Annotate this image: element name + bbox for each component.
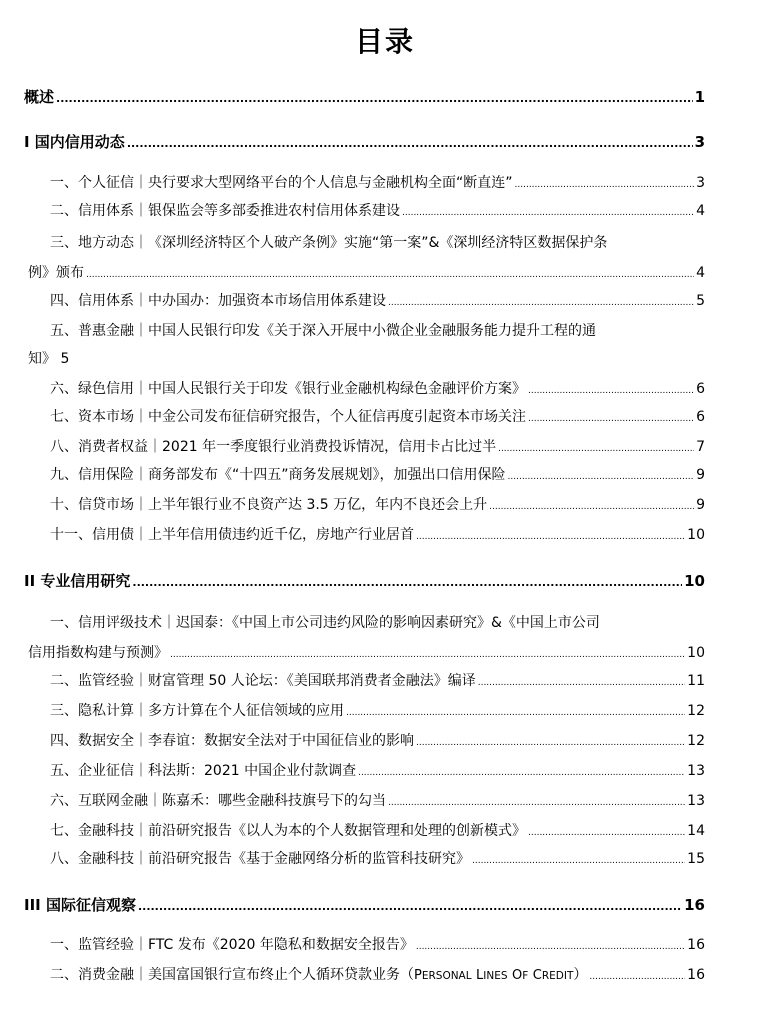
- toc-entry-label: 一、信用评级技术｜迟国泰：《中国上市公司违约风险的影响因素研究》&《中国上市公司: [50, 615, 600, 631]
- toc-page-number: 13: [687, 793, 705, 809]
- dot-leader: [498, 439, 694, 455]
- toc-entry-label: 一、个人征信｜央行要求大型网络平台的个人信息与金融机构全面“断直连”: [50, 175, 513, 191]
- toc-entry[interactable]: [50, 964, 705, 984]
- toc-entry[interactable]: [50, 172, 705, 192]
- dot-leader: [358, 763, 685, 779]
- toc-page-number: 16: [687, 967, 705, 983]
- toc-entry-label: 三、隐私计算｜多方计算在个人征信领域的应用: [50, 703, 344, 719]
- toc-section-entry[interactable]: [24, 570, 705, 591]
- dot-leader: [528, 409, 694, 425]
- toc-page-number: 12: [687, 703, 705, 719]
- dot-leader: [528, 823, 685, 839]
- toc-entry-label: 四、数据安全｜李春谊：数据安全法对于中国征信业的影响: [50, 733, 414, 749]
- toc-page-number: 10: [687, 645, 705, 661]
- toc-entry[interactable]: [50, 760, 705, 780]
- dot-leader: [416, 937, 685, 953]
- toc-entry[interactable]: [50, 436, 705, 456]
- dot-leader: [346, 703, 685, 719]
- toc-entry-label: 知》 5: [28, 351, 70, 367]
- toc-entry[interactable]: [50, 200, 705, 220]
- toc-entry-label: 七、金融科技｜前沿研究报告《以人为本的个人数据管理和处理的创新模式》: [50, 823, 526, 839]
- toc-entry-label: 九、信用保险｜商务部发布《“十四五”商务发展规划》，加强出口信用保险: [50, 467, 506, 483]
- toc-page-number: 11: [687, 673, 705, 689]
- toc-page-number: 7: [696, 439, 705, 455]
- toc-entry-label: 八、金融科技｜前沿研究报告《基于金融网络分析的监管科技研究》: [50, 851, 470, 867]
- toc-entry-label: 七、资本市场｜中金公司发布征信研究报告，个人征信再度引起资本市场关注: [50, 409, 526, 425]
- toc-entry[interactable]: [50, 232, 607, 252]
- page-title: 目录: [354, 25, 415, 58]
- toc-entry[interactable]: [50, 848, 705, 868]
- toc-page-number: 10: [687, 527, 705, 543]
- dot-leader: [402, 203, 694, 219]
- toc-page-number: 6: [696, 409, 705, 425]
- toc-page-number: 10: [684, 572, 705, 590]
- dot-leader: [127, 133, 693, 151]
- toc-entry[interactable]: [50, 612, 600, 632]
- toc-page-number: 3: [696, 175, 705, 191]
- toc-entry-label: 八、消费者权益｜2021 年一季度银行业消费投诉情况，信用卡占比过半: [50, 439, 497, 455]
- toc-entry-label: 例》颁布: [28, 265, 84, 281]
- toc-entry-label: 二、消费金融｜美国富国银行宣布终止个人循环贷款业务（PERSONAL LINES OF CREDIT）: [50, 967, 588, 983]
- toc-entry[interactable]: [50, 290, 705, 310]
- toc-page-number: 16: [684, 896, 705, 914]
- toc-page-number: 14: [687, 823, 705, 839]
- dot-leader: [170, 645, 685, 661]
- toc-page-number: 9: [696, 467, 705, 483]
- toc-entry[interactable]: [28, 642, 705, 662]
- toc-entry[interactable]: [50, 934, 705, 954]
- toc-entry[interactable]: [50, 790, 705, 810]
- dot-leader: [472, 851, 685, 867]
- toc-entry-label: 二、监管经验｜财富管理 50 人论坛：《美国联邦消费者金融法》编译: [50, 673, 476, 689]
- dot-leader: [508, 467, 695, 483]
- dot-leader: [515, 175, 695, 191]
- toc-entry[interactable]: [50, 670, 705, 690]
- toc-page-number: 5: [696, 293, 705, 309]
- toc-entry[interactable]: [50, 378, 705, 398]
- toc-page-number: 15: [687, 851, 705, 867]
- toc-page-number: 4: [696, 265, 705, 281]
- toc-entry[interactable]: [28, 262, 705, 282]
- dot-leader: [86, 265, 694, 281]
- toc-entry-label: 信用指数构建与预测》: [28, 645, 168, 661]
- toc-entry[interactable]: [50, 700, 705, 720]
- toc-entry-label: 五、企业征信｜科法斯：2021 中国企业付款调查: [50, 763, 357, 779]
- dot-leader: [489, 497, 694, 513]
- toc-page-number: 4: [696, 203, 705, 219]
- toc-entry-label: 六、绿色信用｜中国人民银行关于印发《银行业金融机构绿色金融评价方案》: [50, 381, 526, 397]
- toc-section-entry[interactable]: [24, 86, 705, 107]
- dot-leader: [416, 527, 685, 543]
- dot-leader: [56, 88, 693, 106]
- toc-entry-label: II 专业信用研究: [24, 572, 131, 590]
- toc-entry-label: 二、信用体系｜银保监会等多部委推进农村信用体系建设: [50, 203, 400, 219]
- toc-page-number: 13: [687, 763, 705, 779]
- toc-page-number: 1: [694, 88, 705, 106]
- toc-page-number: 16: [687, 937, 705, 953]
- toc-entry-label: 概述: [24, 88, 55, 106]
- toc-entry-label: 四、信用体系｜中办国办：加强资本市场信用体系建设: [50, 293, 386, 309]
- dot-leader: [589, 967, 685, 983]
- dot-leader: [416, 733, 685, 749]
- toc-entry[interactable]: [50, 406, 705, 426]
- toc-entry[interactable]: [50, 464, 705, 484]
- toc-entry-label: 十一、信用债｜上半年信用债违约近千亿，房地产行业居首: [50, 527, 414, 543]
- toc-entry[interactable]: [50, 820, 705, 840]
- dot-leader: [528, 381, 694, 397]
- toc-page-number: 12: [687, 733, 705, 749]
- toc-entry-label: 三、地方动态｜《深圳经济特区个人破产条例》实施“第一案”&《深圳经济特区数据保护条: [50, 235, 608, 251]
- toc-entry[interactable]: [50, 730, 705, 750]
- toc-section-entry[interactable]: [24, 131, 705, 152]
- toc-page-number: 3: [694, 133, 705, 151]
- toc-entry[interactable]: [50, 494, 705, 514]
- toc-entry[interactable]: [50, 320, 596, 340]
- toc-entry[interactable]: [50, 524, 705, 544]
- toc-entry-label: 五、普惠金融｜中国人民银行印发《关于深入开展中小微企业金融服务能力提升工程的通: [50, 323, 596, 339]
- toc-entry-label: I 国内信用动态: [24, 133, 125, 151]
- toc-entry-label: 一、监管经验｜FTC 发布《2020 年隐私和数据安全报告》: [50, 937, 414, 953]
- dot-leader: [132, 572, 682, 590]
- toc-entry-label: III 国际征信观察: [24, 896, 136, 914]
- dot-leader: [388, 293, 694, 309]
- toc-entry[interactable]: [28, 348, 69, 368]
- toc-entry-label: 六、互联网金融｜陈嘉禾：哪些金融科技旗号下的勾当: [50, 793, 386, 809]
- dot-leader: [138, 896, 682, 914]
- dot-leader: [478, 673, 685, 689]
- toc-page-number: 9: [696, 497, 705, 513]
- dot-leader: [388, 793, 685, 809]
- toc-page-number: 6: [696, 381, 705, 397]
- toc-entry-label: 十、信贷市场｜上半年银行业不良资产达 3.5 万亿，年内不良还会上升: [50, 497, 488, 513]
- toc-section-entry[interactable]: [24, 894, 705, 915]
